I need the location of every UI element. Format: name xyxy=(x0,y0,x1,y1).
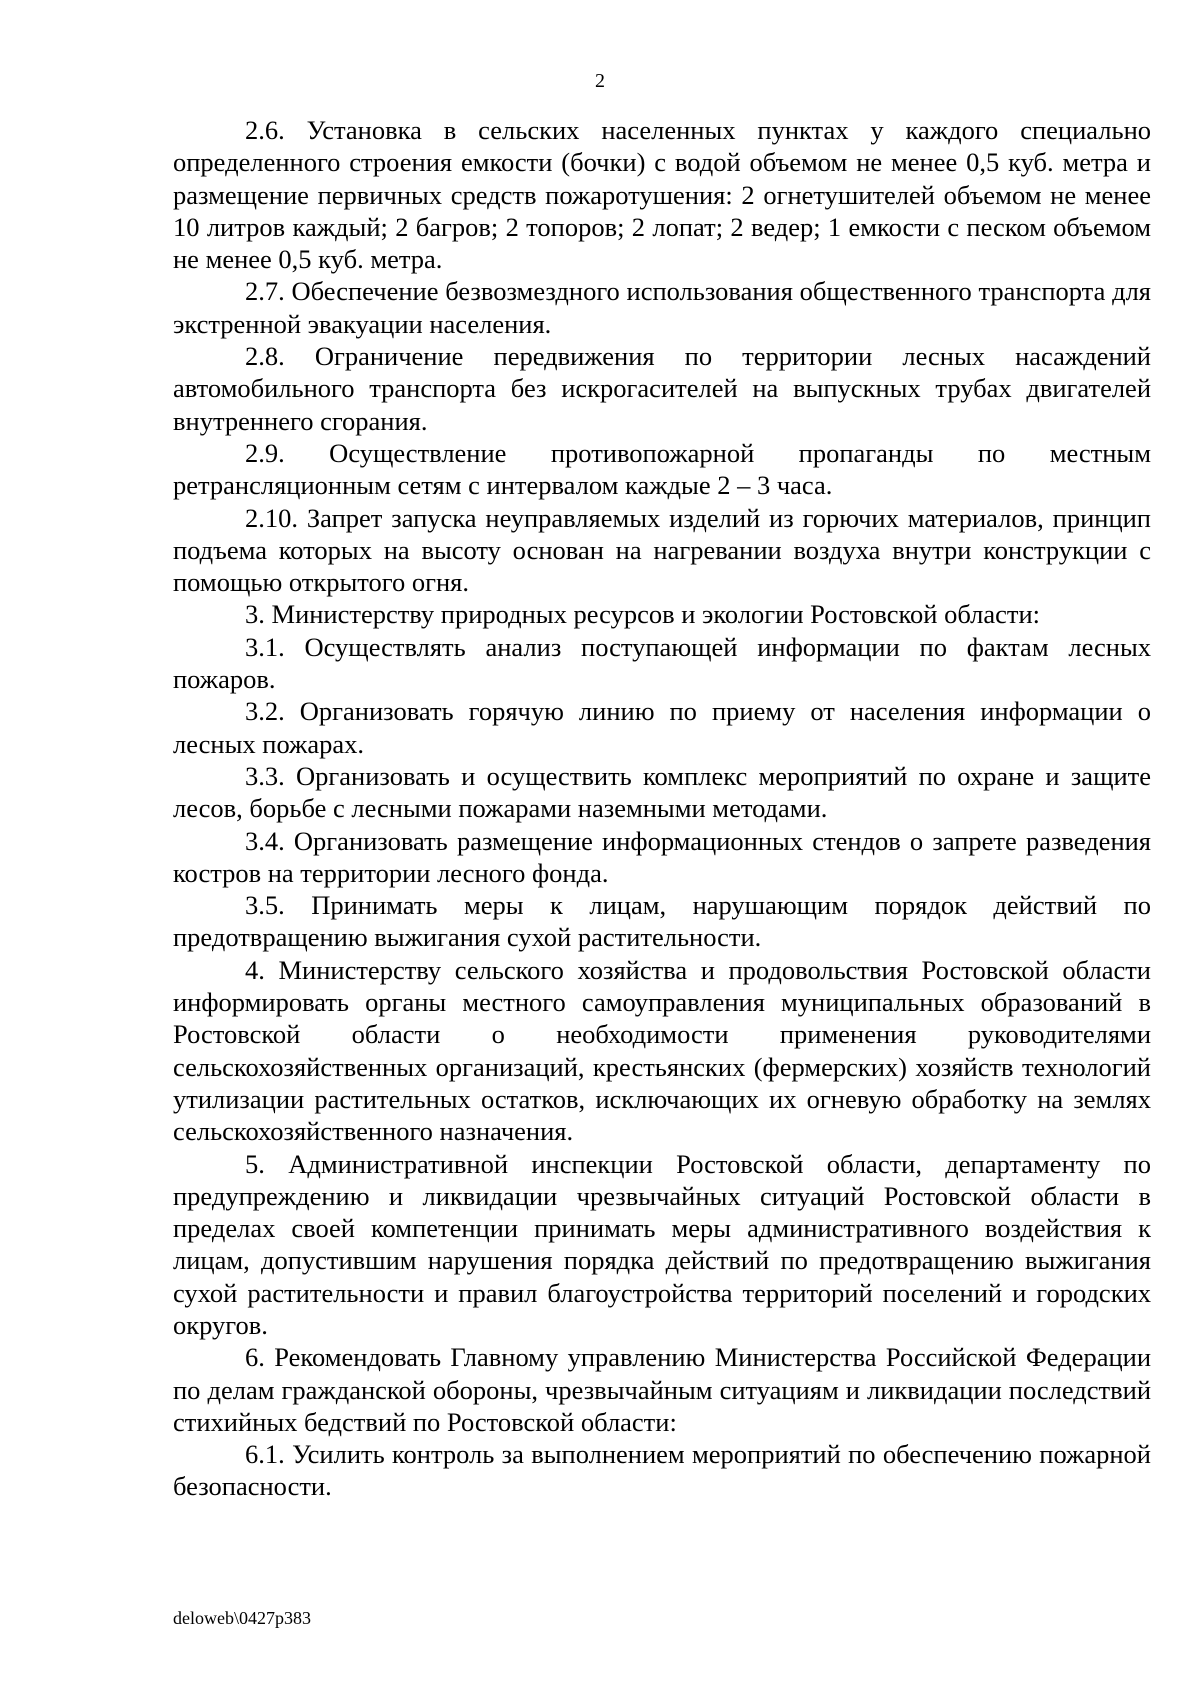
paragraph-6-1: 6.1. Усилить контроль за выполнением мероприятий по обеспечению пожарной безопасности. xyxy=(173,1439,1151,1502)
paragraph-2-10: 2.10. Запрет запуска неуправляемых изделий из горючих материалов, принцип подъема которых на высоту основан на нагревании воздуха внутри конструкции с помощью открытого огня. xyxy=(173,502,1151,598)
paragraph-3-4: 3.4. Организовать размещение информационных стендов о запрете разведения костров на территории лесного фонда. xyxy=(173,825,1151,888)
document-footer-code: deloweb\0427p383 xyxy=(173,1608,311,1628)
page-number: 2 xyxy=(595,70,605,92)
paragraph-2-9: 2.9. Осуществление противопожарной пропаганды по местным ретрансляционным сетям с интервалом каждые 2 – 3 часа. xyxy=(173,437,1151,501)
paragraph-6: 6. Рекомендовать Главному управлению Министерства Российской Федерации по делам гражданской обороны, чрезвычайным ситуациям и ликвидации последствий стихийных бедствий по Ростовской области: xyxy=(173,1342,1151,1437)
paragraph-2-7: 2.7. Обеспечение безвозмездного использования общественного транспорта для экстренной эвакуации населения. xyxy=(173,276,1151,339)
paragraph-3: 3. Министерству природных ресурсов и экологии Ростовской области: xyxy=(245,599,1041,630)
paragraph-5: 5. Административной инспекции Ростовской области, департаменту по предупреждению и ликвидации чрезвычайных ситуаций Ростовской области в пределах своей компетенции принимать меры административного воздействия к лицам, допустившим нарушения порядка действий по предотвращению выжигания сухой растительности и правил благоустройства территорий поселений и городских округов. xyxy=(173,1148,1151,1340)
document-body xyxy=(173,114,1151,1503)
paragraph-2-8: 2.8. Ограничение передвижения по территории лесных насаждений автомобильного транспорта без искрогасителей на выпускных трубах двигателей внутреннего сгорания. xyxy=(173,341,1151,436)
paragraph-3-5: 3.5. Принимать меры к лицам, нарушающим порядок действий по предотвращению выжигания сухой растительности. xyxy=(173,890,1151,953)
paragraph-3-2: 3.2. Организовать горячую линию по приему от населения информации о лесных пожарах. xyxy=(173,696,1151,759)
paragraph-4: 4. Министерству сельского хозяйства и продовольствия Ростовской области информировать органы местного самоуправления муниципальных образований в Ростовской области о необходимости применения руководителями сельскохозяйственных организаций, крестьянских (фермерских) хозяйств технологий утилизации растительных остатков, исключающих их огневую обработку на землях сельскохозяйственного назначения. xyxy=(173,954,1151,1147)
paragraph-3-3: 3.3. Организовать и осуществить комплекс мероприятий по охране и защите лесов, борьбе с лесными пожарами наземными методами. xyxy=(173,760,1151,824)
paragraph-2-6: 2.6. Установка в сельских населенных пунктах у каждого специально определенного строения емкости (бочки) с водой объемом не менее 0,5 куб. метра и размещение первичных средств пожаротушения: 2 огнетушителей объемом не менее 10 литров каждый; 2 багров; 2 топоров; 2 лопат; 2 ведер; 1 емкости с песком объемом не менее 0,5 куб. метра. xyxy=(173,115,1151,275)
paragraph-3-1: 3.1. Осуществлять анализ поступающей информации по фактам лесных пожаров. xyxy=(173,631,1151,695)
